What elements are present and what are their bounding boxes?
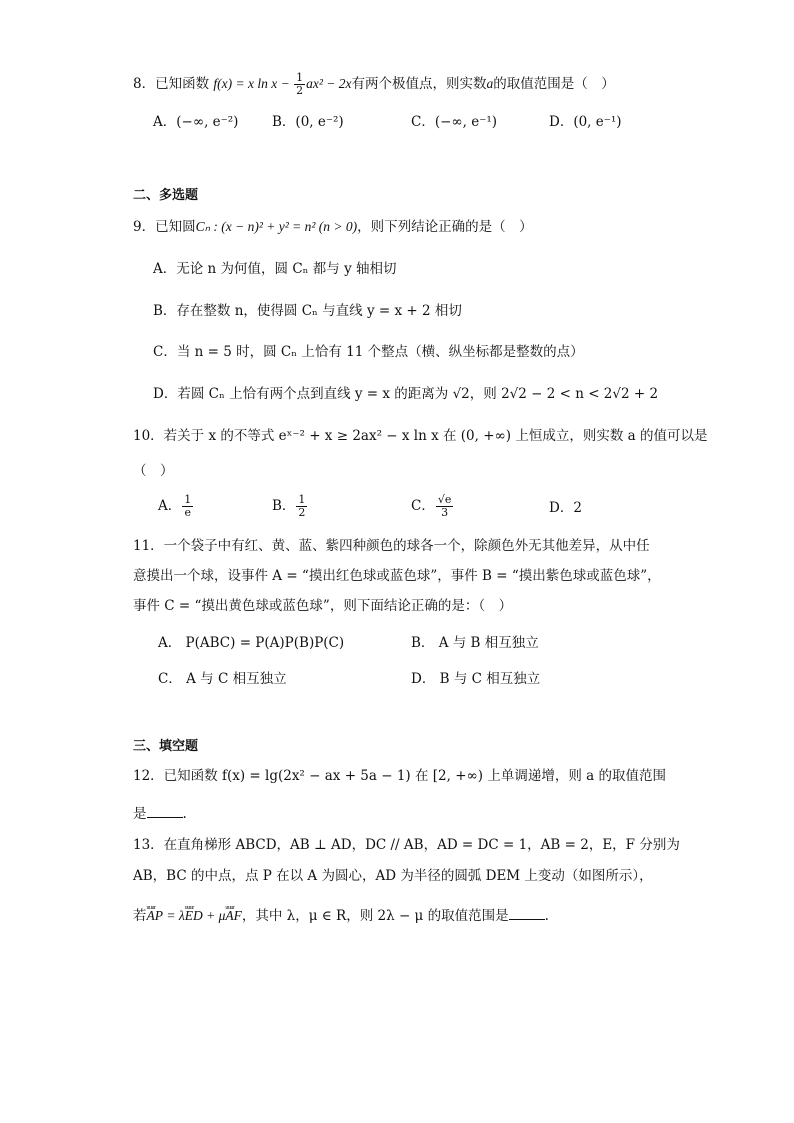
q10-option-d: D．2 [549,500,582,516]
q11-stem-line2: 意摸出一个球，设事件 A = “摸出红色球或蓝色球”，事件 B = “摸出紫色球或蓝色球”， [133,568,661,584]
q11-stem-line1: 11．一个袋子中有红、黄、蓝、紫四种颜色的球各一个，除颜色外无其他差异，从中任 [133,538,650,554]
q10-stem-cont: （ ） [133,463,174,479]
q10-option-a: A． $\frac{1}{e}$ [158,493,192,519]
answer-blank [509,905,545,920]
fraction: $\frac{1}{2}$ [296,71,304,97]
q13-stem-line2: AB，BC 的中点，点 P 在以 A 为圆心，AD 为半径的圆弧 DEM 上变动（如图所示）， [133,868,653,884]
q11-option-a: A． P(ABC) = P(A)P(B)P(C) [158,635,345,651]
q8-option-b: B．(0, e⁻²) [272,114,344,130]
q9-option-d: D．若圆 Cₙ 上恰有两个点到直线 y = x 的距离为 √2，则 2√2 − 2 < n < 2√2 + 2 [153,386,659,402]
q9-stem: 9．已知圆Cₙ : (x − n)² + y² = n² (n > 0)，则下列结论正确的是（ ） [133,219,533,235]
section-heading-multiple-choice: 二、多选题 [133,188,199,203]
q11-option-c: C． A 与 C 相互独立 [158,671,287,687]
q9-option-b: B．存在整数 n，使得圆 Cₙ 与直线 y = x + 2 相切 [153,303,462,319]
q9-option-c: C．当 n = 5 时，圆 Cₙ 上恰有 11 个整点（横、纵坐标都是整数的点） [153,344,584,360]
q8-option-c: C．(−∞, e⁻¹) [411,114,498,130]
q13-stem-line1: 13．在直角梯形 ABCD，AB ⊥ AD，DC // AB，AD = DC = 1，AB = 2，E，F 分别为 [133,837,680,853]
q8-stem: 8．已知函数 f(x) = x ln x − $\frac{1}{2}$ ax² − 2x有两个极值点，则实数a的取值范围是（ ） [133,71,615,97]
q8-option-a: A．(−∞, e⁻²) [153,114,239,130]
q13-stem-line3: 若uuur AP = λuuur ED + μuuur AF，其中 λ，μ ∈ R，则 2λ − μ 的取值范围是 . [133,905,549,926]
q12-stem-line2: 是 . [133,803,187,824]
q11-stem-line3: 事件 C = “摸出黄色球或蓝色球”，则下面结论正确的是：（ ） [133,598,513,614]
answer-blank [147,803,183,818]
q11-option-d: D． B 与 C 相互独立 [411,671,541,687]
section-heading-fill-in: 三、填空题 [133,739,199,754]
q10-option-b: B． $\frac{1}{2}$ [272,493,306,519]
q12-stem-line1: 12．已知函数 f(x) = lg(2x² − ax + 5a − 1) 在 [2, +∞) 上单调递增，则 a 的取值范围 [133,768,666,784]
q10-option-c: C． $\frac{√e}{3}$ [411,493,452,519]
q11-option-b: B． A 与 B 相互独立 [411,635,539,651]
q10-stem: 10．若关于 x 的不等式 eˣ⁻² + x ≥ 2ax² − x ln x 在 (0, +∞) 上恒成立，则实数 a 的值可以是 [133,428,708,444]
q9-option-a: A．无论 n 为何值，圆 Cₙ 都与 y 轴相切 [153,261,397,277]
q8-option-d: D．(0, e⁻¹) [549,114,622,130]
